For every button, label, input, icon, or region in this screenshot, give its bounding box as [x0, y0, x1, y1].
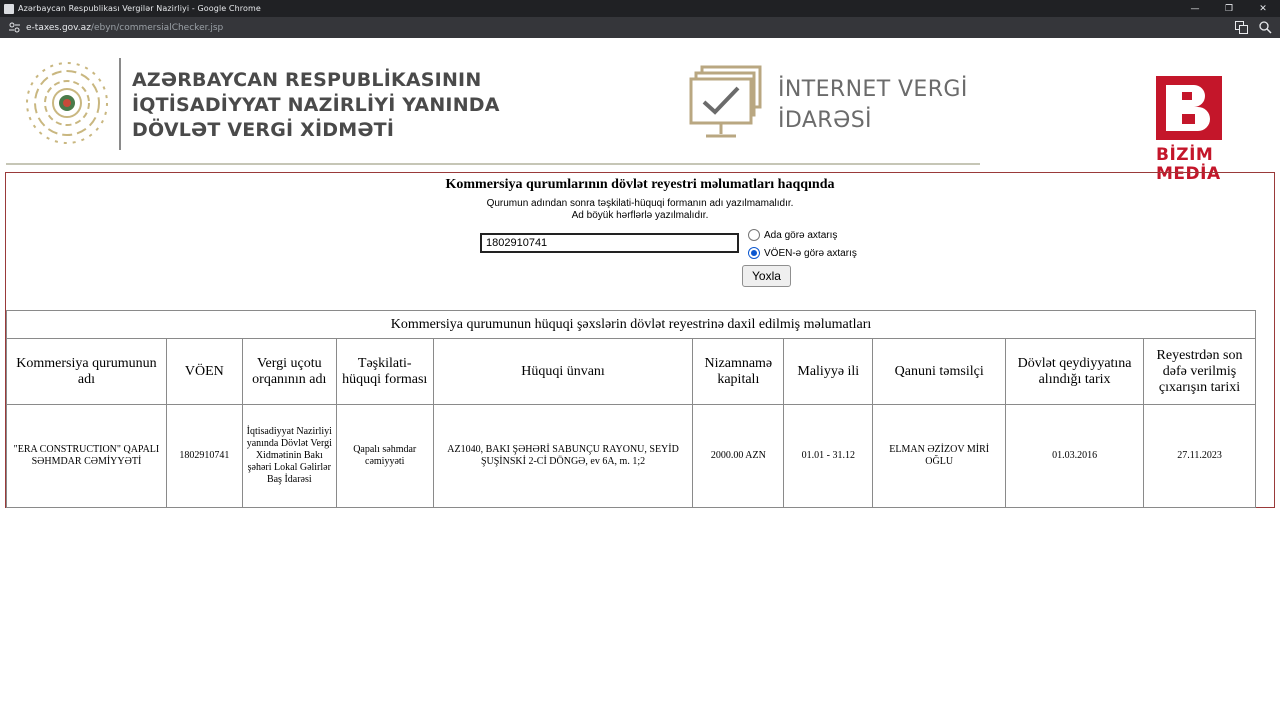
org-title-line3: DÖVLƏT VERGİ XİDMƏTİ: [132, 119, 395, 141]
minimize-button[interactable]: —: [1190, 3, 1200, 14]
zoom-icon[interactable]: [1256, 19, 1274, 37]
radio-name-control[interactable]: [748, 229, 760, 241]
column-header: Maliyyə ili: [784, 339, 873, 405]
close-button[interactable]: ✕: [1259, 3, 1267, 14]
column-header: Təşkilati-hüquqi forması: [336, 339, 433, 405]
search-note-2: Ad böyük hərflərlə yazılmalıdır.: [571, 210, 709, 221]
tax-authority-cell: İqtisadiyyat Nazirliyi yanında Dövlət Vergi Xidmətinin Bakı şəhəri Lokal Gəlirlər Baş İdarəsi: [242, 405, 336, 508]
radio-voen-control[interactable]: [748, 247, 760, 259]
organization-title: [132, 68, 500, 143]
voen-cell: 1802910741: [166, 405, 242, 508]
url-domain: e-taxes.gov.az: [26, 22, 91, 33]
header-underline: [6, 163, 980, 165]
site-header: [0, 38, 1280, 170]
check-button[interactable]: Yoxla: [742, 265, 791, 287]
legal-representative-cell: ELMAN ƏZİZOV MİRİ OĞLU: [873, 405, 1006, 508]
header-divider: [119, 58, 121, 150]
org-title-line2: İQTİSADİYYAT NAZİRLİYİ YANINDA: [132, 94, 500, 116]
search-input[interactable]: 1802910741: [480, 233, 739, 253]
column-header: Hüquqi ünvanı: [433, 339, 693, 405]
registration-date-cell: 01.03.2016: [1006, 405, 1144, 508]
browser-title-bar: [0, 0, 1280, 17]
results-table: [6, 310, 1256, 508]
column-header: Qanuni təmsilçi: [873, 339, 1006, 405]
ivi-title-line2: İDARƏSİ: [778, 108, 872, 133]
radio-search-by-voen[interactable]: [748, 247, 857, 259]
bizim-media-logo-icon: [1156, 76, 1222, 140]
window-title: Azərbaycan Respublikası Vergilər Nazirliyi - Google Chrome: [18, 4, 261, 13]
radio-name-label: Ada görə axtarış: [764, 229, 838, 241]
translate-icon[interactable]: [1232, 19, 1250, 37]
charter-capital-cell: 2000.00 AZN: [693, 405, 784, 508]
org-title-line1: AZƏRBAYCAN RESPUBLİKASININ: [132, 69, 482, 91]
registry-frame: [5, 172, 1275, 508]
table-row: [7, 405, 1256, 508]
site-info-icon[interactable]: [8, 22, 20, 34]
legal-form-cell: Qapalı səhmdar cəmiyyəti: [336, 405, 433, 508]
column-header: Dövlət qeydiyyatına alındığı tarix: [1006, 339, 1144, 405]
radio-search-by-name[interactable]: [748, 229, 837, 241]
address-bar[interactable]: [0, 17, 1280, 38]
ivi-title-line1: İNTERNET VERGİ: [778, 77, 968, 102]
internet-tax-office-title: [778, 74, 968, 136]
results-caption: Kommersiya qurumunun hüquqi şəxslərin dövlət reyestrinə daxil edilmiş məlumatları: [7, 311, 1256, 339]
bizim-media-line2: MEDİA: [1156, 164, 1221, 184]
state-emblem-icon: [24, 60, 110, 146]
column-header: Reyestrdən son dəfə verilmiş çıxarışın tarixi: [1144, 339, 1256, 405]
legal-address-cell: AZ1040, BAKI ŞƏHƏRİ SABUNÇU RAYONU, SEYİD ŞUŞİNSKİ 2-Cİ DÖNGƏ, ev 6A, m. 1;2: [433, 405, 693, 508]
column-header: Vergi uçotu orqanının adı: [242, 339, 336, 405]
computer-check-icon: [688, 64, 764, 144]
company-name-cell: "ERA CONSTRUCTION" QAPALI SƏHMDAR CƏMİYYƏTİ: [7, 405, 167, 508]
search-title: Kommersiya qurumlarının dövlət reyestri məlumatları haqqında: [445, 177, 835, 192]
radio-voen-label: VÖEN-ə görə axtarış: [764, 247, 857, 259]
page-favicon-icon: [4, 4, 14, 14]
column-header: Nizamnamə kapitalı: [693, 339, 784, 405]
fiscal-year-cell: 01.01 - 31.12: [784, 405, 873, 508]
restore-button[interactable]: ❐: [1224, 3, 1234, 14]
column-header: Kommersiya qurumunun adı: [7, 339, 167, 405]
bizim-media-line1: BİZİM: [1156, 145, 1214, 165]
last-extract-date-cell: 27.11.2023: [1144, 405, 1256, 508]
column-header: VÖEN: [166, 339, 242, 405]
search-note-1: Qurumun adından sonra təşkilati-hüquqi formanın adı yazılmamalıdır.: [486, 198, 794, 209]
url-path: /ebyn/commersialChecker.jsp: [90, 22, 224, 33]
